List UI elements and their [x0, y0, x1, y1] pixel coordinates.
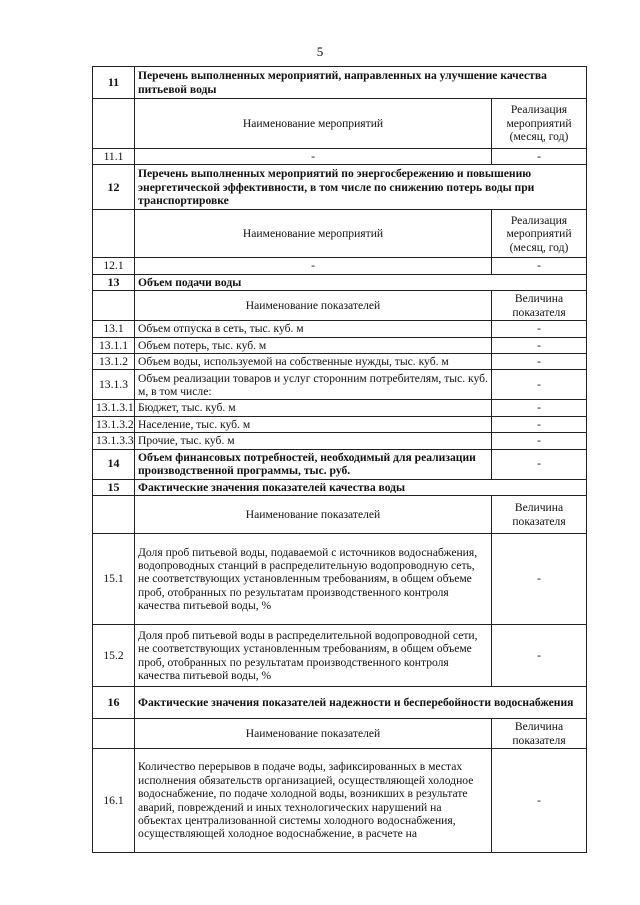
section-number: 13	[93, 274, 135, 290]
row-name: Прочие, тыс. куб. м	[135, 433, 492, 449]
row-name: Бюджет, тыс. куб. м	[135, 400, 492, 416]
row-value: -	[492, 258, 587, 274]
table-row	[93, 625, 587, 687]
row-value: -	[492, 625, 587, 687]
table-row	[93, 534, 587, 625]
section-11-title-row	[93, 67, 587, 99]
row-value: -	[492, 321, 587, 337]
row-value: -	[492, 449, 587, 479]
column-header-name: Наименование показателей	[135, 719, 492, 749]
section-15-header-row	[93, 496, 587, 534]
row-number: 13.1.3.1	[93, 400, 135, 416]
row-value: -	[492, 370, 587, 400]
row-value: -	[492, 337, 587, 353]
table-row	[93, 400, 587, 416]
table-row	[93, 337, 587, 353]
column-header-value: Реализация мероприятий (месяц, год)	[492, 210, 587, 258]
section-number: 15	[93, 479, 135, 495]
column-header-name: Наименование показателей	[135, 291, 492, 321]
row-name: Количество перерывов в подаче воды, зафиксированных в местах исполнения обязательств организацией, осуществляющей холодное водоснабжение, по подаче холодной воды, возникших в результате аварий, повреждений и иных технологических нарушений на объектах централизованной системы холодного водоснабжения, осуществляющей холодное водоснабжение, в расчете на	[135, 749, 492, 853]
column-header-name: Наименование мероприятий	[135, 99, 492, 149]
section-12-header-row	[93, 210, 587, 258]
section-title: Объем финансовых потребностей, необходимый для реализации производственной программы, тыс. руб.	[135, 449, 492, 479]
section-15-title-row	[93, 479, 587, 495]
row-value: -	[492, 400, 587, 416]
section-title: Перечень выполненных мероприятий по энергосбережению и повышению энергетической эффективности, в том числе по снижению потерь воды при транспортировке	[135, 165, 587, 210]
row-number: 15.2	[93, 625, 135, 687]
row-name: Объем потерь, тыс. куб. м	[135, 337, 492, 353]
table-row	[93, 258, 587, 274]
row-value: -	[492, 416, 587, 432]
production-program-table	[92, 66, 587, 853]
row-name: Объем отпуска в сеть, тыс. куб. м	[135, 321, 492, 337]
row-value: -	[492, 149, 587, 165]
column-header-value: Величина показателя	[492, 719, 587, 749]
row-number: 13.1.3.2	[93, 416, 135, 432]
section-title: Перечень выполненных мероприятий, направленных на улучшение качества питьевой воды	[135, 67, 587, 99]
table-row	[93, 149, 587, 165]
row-name: -	[135, 149, 492, 165]
section-number: 11	[93, 67, 135, 99]
row-name: Население, тыс. куб. м	[135, 416, 492, 432]
row-number: 11.1	[93, 149, 135, 165]
section-14-row	[93, 449, 587, 479]
table-row	[93, 321, 587, 337]
column-header-value: Величина показателя	[492, 496, 587, 534]
row-name: Объем реализации товаров и услуг сторонним потребителям, тыс. куб. м, в том числе:	[135, 370, 492, 400]
row-name: -	[135, 258, 492, 274]
row-number: 13.1.3.3	[93, 433, 135, 449]
row-number: 13.1.2	[93, 354, 135, 370]
section-16-title-row	[93, 687, 587, 719]
row-name: Доля проб питьевой воды, подаваемой с источников водоснабжения, водопроводных станций в распределительную водопроводную сеть, не соответствующих установленным требованиям, в общем объеме проб, отобранных по результатам производственного контроля качества питьевой воды, %	[135, 534, 492, 625]
row-name: Объем воды, используемой на собственные нужды, тыс. куб. м	[135, 354, 492, 370]
table-row	[93, 370, 587, 400]
row-value: -	[492, 433, 587, 449]
column-header-value: Реализация мероприятий (месяц, год)	[492, 99, 587, 149]
section-11-header-row	[93, 99, 587, 149]
section-13-title-row	[93, 274, 587, 290]
row-value: -	[492, 749, 587, 853]
section-13-header-row	[93, 291, 587, 321]
row-number: 16.1	[93, 749, 135, 853]
row-value: -	[492, 534, 587, 625]
section-number: 16	[93, 687, 135, 719]
section-title: Объем подачи воды	[135, 274, 587, 290]
row-number: 15.1	[93, 534, 135, 625]
row-number: 13.1.3	[93, 370, 135, 400]
column-header-name: Наименование показателей	[135, 496, 492, 534]
table-row	[93, 354, 587, 370]
column-header-name: Наименование мероприятий	[135, 210, 492, 258]
section-number: 14	[93, 449, 135, 479]
row-number: 12.1	[93, 258, 135, 274]
row-number: 13.1	[93, 321, 135, 337]
column-header-value: Величина показателя	[492, 291, 587, 321]
section-12-title-row	[93, 165, 587, 210]
section-title: Фактические значения показателей надежности и бесперебойности водоснабжения	[135, 687, 587, 719]
section-title: Фактические значения показателей качества воды	[135, 479, 587, 495]
page-number: 5	[316, 44, 324, 59]
row-name: Доля проб питьевой воды в распределительной водопроводной сети, не соответствующих установленным требованиям, в общем объеме проб, отобранных по результатам производственного контроля качества питьевой воды, %	[135, 625, 492, 687]
table-row	[93, 433, 587, 449]
table-row	[93, 749, 587, 853]
row-number: 13.1.1	[93, 337, 135, 353]
section-16-header-row	[93, 719, 587, 749]
section-number: 12	[93, 165, 135, 210]
row-value: -	[492, 354, 587, 370]
table-row	[93, 416, 587, 432]
